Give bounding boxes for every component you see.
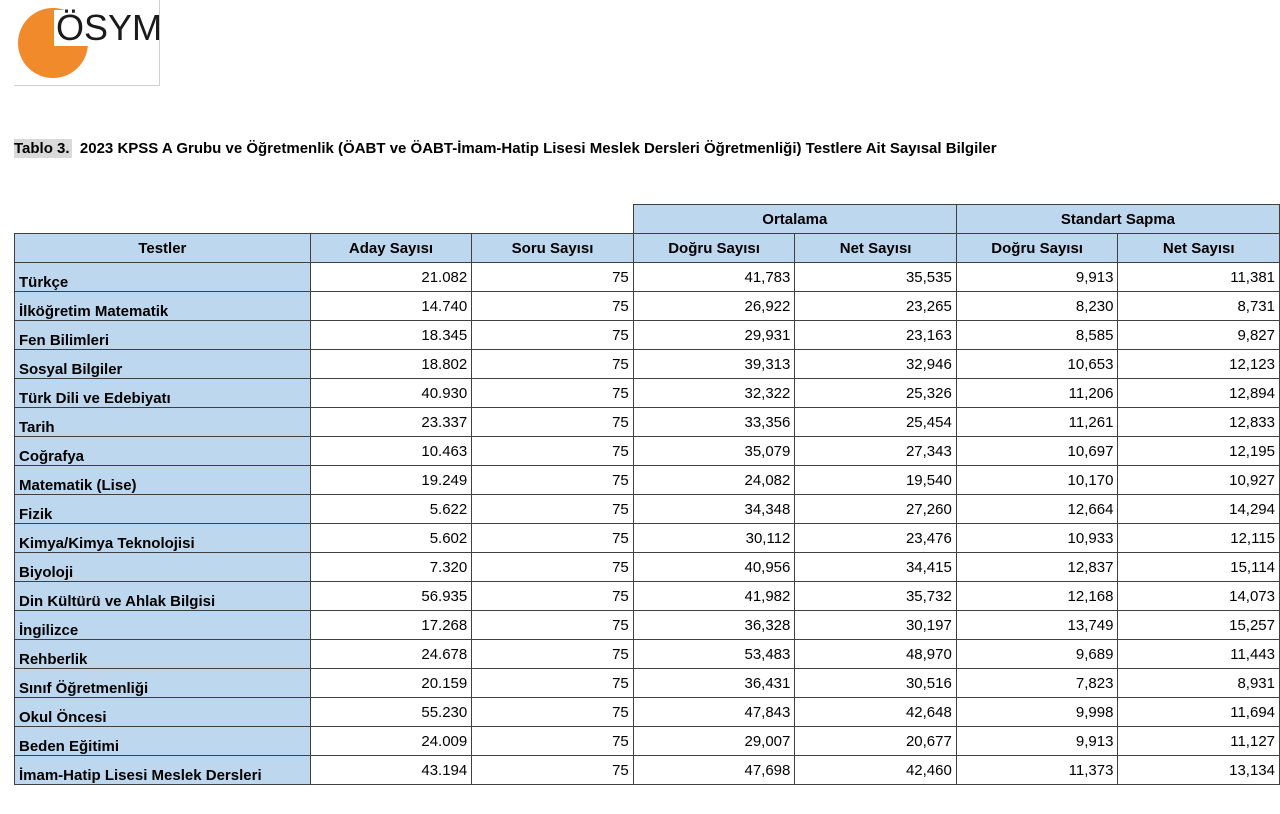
table-cell: 17.268 <box>310 611 472 640</box>
table-cell: 11,206 <box>956 379 1118 408</box>
table-cell: 29,007 <box>633 727 795 756</box>
table-cell: 32,322 <box>633 379 795 408</box>
table-cell: 47,698 <box>633 756 795 785</box>
table-cell: 11,381 <box>1118 263 1280 292</box>
table-cell: 75 <box>472 669 634 698</box>
table-cell: 40.930 <box>310 379 472 408</box>
table-cell: 24.009 <box>310 727 472 756</box>
table-cell: 75 <box>472 756 634 785</box>
table-cell: 26,922 <box>633 292 795 321</box>
column-header-row <box>15 234 1280 263</box>
table-cell: 12,115 <box>1118 524 1280 553</box>
table-cell: 40,956 <box>633 553 795 582</box>
table-row <box>15 321 1280 350</box>
table-row <box>15 553 1280 582</box>
table-cell: 14,294 <box>1118 495 1280 524</box>
table-cell: 56.935 <box>310 582 472 611</box>
test-name-cell: Biyoloji <box>15 553 311 582</box>
table-cell: 7.320 <box>310 553 472 582</box>
table-cell: 12,195 <box>1118 437 1280 466</box>
test-name-cell: Beden Eğitimi <box>15 727 311 756</box>
table-cell: 25,454 <box>795 408 956 437</box>
table-cell: 12,894 <box>1118 379 1280 408</box>
table-row <box>15 437 1280 466</box>
table-cell: 5.622 <box>310 495 472 524</box>
table-cell: 75 <box>472 495 634 524</box>
column-header: Net Sayısı <box>1118 234 1280 263</box>
table-cell: 33,356 <box>633 408 795 437</box>
table-caption-label: Tablo 3. <box>14 140 70 157</box>
table-cell: 21.082 <box>310 263 472 292</box>
table-cell: 11,694 <box>1118 698 1280 727</box>
table-row <box>15 408 1280 437</box>
table-caption-text: 2023 KPSS A Grubu ve Öğretmenlik (ÖABT ve ÖABT-İmam-Hatip Lisesi Meslek Dersleri Öğretmenliği) Testlere Ait Sayısal Bilgiler <box>79 140 997 157</box>
table-row <box>15 263 1280 292</box>
test-name-cell: Rehberlik <box>15 640 311 669</box>
table-cell: 75 <box>472 466 634 495</box>
table-cell: 8,931 <box>1118 669 1280 698</box>
table-cell: 36,431 <box>633 669 795 698</box>
table-cell: 75 <box>472 292 634 321</box>
table-row <box>15 698 1280 727</box>
table-cell: 9,689 <box>956 640 1118 669</box>
table-body <box>15 263 1280 785</box>
table-cell: 18.802 <box>310 350 472 379</box>
table-cell: 8,731 <box>1118 292 1280 321</box>
test-name-cell: Fen Bilimleri <box>15 321 311 350</box>
table-cell: 75 <box>472 611 634 640</box>
table-cell: 9,913 <box>956 727 1118 756</box>
table-cell: 10,927 <box>1118 466 1280 495</box>
test-name-cell: İmam-Hatip Lisesi Meslek Dersleri <box>15 756 311 785</box>
test-name-cell: Türkçe <box>15 263 311 292</box>
table-cell: 32,946 <box>795 350 956 379</box>
test-name-cell: Okul Öncesi <box>15 698 311 727</box>
table-row <box>15 350 1280 379</box>
table-row <box>15 466 1280 495</box>
test-name-cell: Matematik (Lise) <box>15 466 311 495</box>
column-header: Aday Sayısı <box>310 234 472 263</box>
table-cell: 9,827 <box>1118 321 1280 350</box>
table-cell: 39,313 <box>633 350 795 379</box>
table-cell: 34,348 <box>633 495 795 524</box>
logo-text: ÖSYM <box>56 7 163 48</box>
test-name-cell: Sosyal Bilgiler <box>15 350 311 379</box>
table-cell: 9,913 <box>956 263 1118 292</box>
test-name-cell: Din Kültürü ve Ahlak Bilgisi <box>15 582 311 611</box>
table-cell: 24.678 <box>310 640 472 669</box>
group-header-standart-sapma: Standart Sapma <box>956 205 1279 234</box>
table-cell: 35,079 <box>633 437 795 466</box>
table-row <box>15 640 1280 669</box>
table-cell: 8,585 <box>956 321 1118 350</box>
test-name-cell: Fizik <box>15 495 311 524</box>
table-cell: 43.194 <box>310 756 472 785</box>
table-cell: 14.740 <box>310 292 472 321</box>
table-cell: 11,261 <box>956 408 1118 437</box>
table-cell: 5.602 <box>310 524 472 553</box>
table-cell: 34,415 <box>795 553 956 582</box>
test-name-cell: İngilizce <box>15 611 311 640</box>
table-cell: 12,837 <box>956 553 1118 582</box>
table-cell: 30,112 <box>633 524 795 553</box>
table-cell: 75 <box>472 321 634 350</box>
table-cell: 75 <box>472 379 634 408</box>
table-cell: 30,197 <box>795 611 956 640</box>
table-cell: 30,516 <box>795 669 956 698</box>
table-cell: 41,783 <box>633 263 795 292</box>
table-cell: 15,114 <box>1118 553 1280 582</box>
table-cell: 41,982 <box>633 582 795 611</box>
table-cell: 11,127 <box>1118 727 1280 756</box>
statistics-table <box>14 204 1280 785</box>
table-row <box>15 292 1280 321</box>
table-row <box>15 611 1280 640</box>
table-cell: 25,326 <box>795 379 956 408</box>
table-cell: 11,443 <box>1118 640 1280 669</box>
table-cell: 20,677 <box>795 727 956 756</box>
table-cell: 75 <box>472 263 634 292</box>
table-cell: 9,998 <box>956 698 1118 727</box>
table-cell: 75 <box>472 727 634 756</box>
table-cell: 23,163 <box>795 321 956 350</box>
table-cell: 19,540 <box>795 466 956 495</box>
test-name-cell: Coğrafya <box>15 437 311 466</box>
table-cell: 11,373 <box>956 756 1118 785</box>
table-cell: 19.249 <box>310 466 472 495</box>
table-cell: 27,260 <box>795 495 956 524</box>
column-header: Doğru Sayısı <box>956 234 1118 263</box>
table-cell: 53,483 <box>633 640 795 669</box>
table-cell: 13,749 <box>956 611 1118 640</box>
column-header: Net Sayısı <box>795 234 956 263</box>
table-cell: 75 <box>472 408 634 437</box>
table-cell: 24,082 <box>633 466 795 495</box>
test-name-cell: Kimya/Kimya Teknolojisi <box>15 524 311 553</box>
test-name-cell: Türk Dili ve Edebiyatı <box>15 379 311 408</box>
table-caption <box>14 140 997 157</box>
column-header: Soru Sayısı <box>472 234 634 263</box>
test-name-cell: Sınıf Öğretmenliği <box>15 669 311 698</box>
column-header: Testler <box>15 234 311 263</box>
table-cell: 29,931 <box>633 321 795 350</box>
table-row <box>15 669 1280 698</box>
table-cell: 75 <box>472 437 634 466</box>
table-cell: 13,134 <box>1118 756 1280 785</box>
column-header: Doğru Sayısı <box>633 234 795 263</box>
table-cell: 75 <box>472 350 634 379</box>
table-cell: 27,343 <box>795 437 956 466</box>
table-cell: 35,535 <box>795 263 956 292</box>
table-cell: 75 <box>472 640 634 669</box>
table-row <box>15 495 1280 524</box>
table-cell: 42,648 <box>795 698 956 727</box>
table-cell: 20.159 <box>310 669 472 698</box>
test-name-cell: Tarih <box>15 408 311 437</box>
table-cell: 23,265 <box>795 292 956 321</box>
table-row <box>15 582 1280 611</box>
table-cell: 10,933 <box>956 524 1118 553</box>
table-row <box>15 524 1280 553</box>
table-cell: 15,257 <box>1118 611 1280 640</box>
table-cell: 75 <box>472 524 634 553</box>
group-header-ortalama: Ortalama <box>633 205 956 234</box>
table-row <box>15 727 1280 756</box>
table-cell: 10,170 <box>956 466 1118 495</box>
table-cell: 23.337 <box>310 408 472 437</box>
group-header-row <box>15 205 1280 234</box>
table-cell: 8,230 <box>956 292 1118 321</box>
table-cell: 75 <box>472 698 634 727</box>
table-cell: 75 <box>472 553 634 582</box>
table-row <box>15 756 1280 785</box>
osym-logo <box>14 0 163 86</box>
table-cell: 48,970 <box>795 640 956 669</box>
table-cell: 10.463 <box>310 437 472 466</box>
table-cell: 14,073 <box>1118 582 1280 611</box>
table-cell: 35,732 <box>795 582 956 611</box>
table-cell: 23,476 <box>795 524 956 553</box>
table-cell: 75 <box>472 582 634 611</box>
table-cell: 12,664 <box>956 495 1118 524</box>
test-name-cell: İlköğretim Matematik <box>15 292 311 321</box>
table-cell: 47,843 <box>633 698 795 727</box>
table-cell: 12,168 <box>956 582 1118 611</box>
table-row <box>15 379 1280 408</box>
table-cell: 10,653 <box>956 350 1118 379</box>
table-cell: 12,833 <box>1118 408 1280 437</box>
table-cell: 36,328 <box>633 611 795 640</box>
table-cell: 7,823 <box>956 669 1118 698</box>
table-cell: 10,697 <box>956 437 1118 466</box>
table-cell: 18.345 <box>310 321 472 350</box>
table-cell: 42,460 <box>795 756 956 785</box>
table-cell: 12,123 <box>1118 350 1280 379</box>
table-cell: 55.230 <box>310 698 472 727</box>
